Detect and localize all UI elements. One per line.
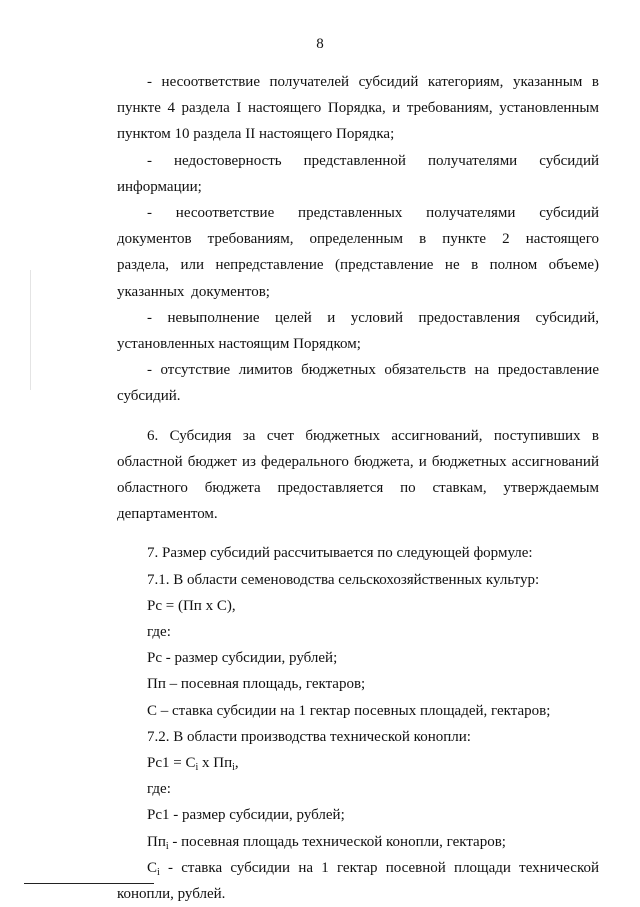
definition-ppi-text: - посевная площадь технической конопли, гектаров; bbox=[168, 833, 506, 850]
paragraph-no-limits: - отсутствие лимитов бюджетных обязательств на предоставление субсидий. bbox=[117, 362, 599, 405]
document-body bbox=[117, 69, 599, 907]
paragraph-goals-not-met: - невыполнение целей и условий предоставления субсидий, установленных настоящим Порядком; bbox=[117, 309, 599, 353]
page-number: 8 bbox=[316, 36, 324, 52]
definition-ci-symbol: С bbox=[147, 859, 158, 876]
definition-ppi-sub: i bbox=[165, 840, 169, 852]
formula-rs1-sub-pp: i bbox=[232, 762, 235, 774]
paragraph-7-formula-intro: 7. Размер субсидий рассчитывается по следующей формуле: bbox=[147, 545, 533, 562]
paragraph-7-1-seed-production: 7.1. В области семеноводства сельскохозяйственных культур: bbox=[147, 571, 540, 588]
formula-rs1 bbox=[117, 750, 599, 776]
formula-rs1-where: где: bbox=[147, 781, 171, 798]
scan-margin-mark bbox=[30, 270, 31, 390]
definition-pp: Пп – посевная площадь, гектаров; bbox=[147, 676, 366, 693]
definition-ppi-symbol: Пп bbox=[147, 833, 166, 850]
definition-c: С – ставка субсидии на 1 гектар посевных площадей, гектаров; bbox=[147, 702, 551, 719]
paragraph-7-2-hemp-production: 7.2. В области производства технической конопли: bbox=[147, 728, 471, 745]
formula-rs1-mid: х Пп bbox=[198, 755, 233, 772]
definition-rs1: Рс1 - размер субсидии, рублей; bbox=[147, 807, 345, 824]
paragraph-unreliable-info: - недостоверность представленной получателями субсидий информации; bbox=[117, 152, 599, 195]
formula-rs1-sub-c: i bbox=[195, 762, 199, 774]
formula-rs-where: где: bbox=[147, 624, 171, 641]
definition-ci bbox=[117, 855, 599, 907]
definition-rs: Рс - размер субсидии, рублей; bbox=[147, 650, 338, 667]
paragraph-6-subsidy-rates: 6. Субсидия за счет бюджетных ассигнований, поступивших в областной бюджет из федерального бюджета, и бюджетных ассигнований областного бюджета предоставляется по ставкам, утверждаемым департаментом. bbox=[117, 427, 599, 523]
footnote-rule bbox=[24, 883, 154, 884]
formula-rs1-end: , bbox=[234, 755, 239, 772]
definition-ppi bbox=[117, 829, 599, 855]
definition-ci-sub: i bbox=[157, 866, 160, 878]
definition-ci-text: - ставка субсидии на 1 гектар посевной площади технической конопли, рублей. bbox=[117, 859, 599, 903]
formula-rs: Рс = (Пп х С), bbox=[147, 597, 236, 614]
paragraph-documents-mismatch: - несоответствие представленных получателями субсидий документов требованиям, определенным в пункте 2 настоящего раздела, или непредставление (представление не в полном объеме) указанных документов; bbox=[117, 205, 599, 300]
paragraph-criteria-mismatch: - несоответствие получателей субсидий категориям, указанным в пункте 4 раздела I настоящего Порядка, и требованиям, установленным пунктом 10 раздела II настоящего Порядка; bbox=[117, 74, 599, 143]
formula-rs1-left: Рс1 = С bbox=[147, 755, 196, 772]
